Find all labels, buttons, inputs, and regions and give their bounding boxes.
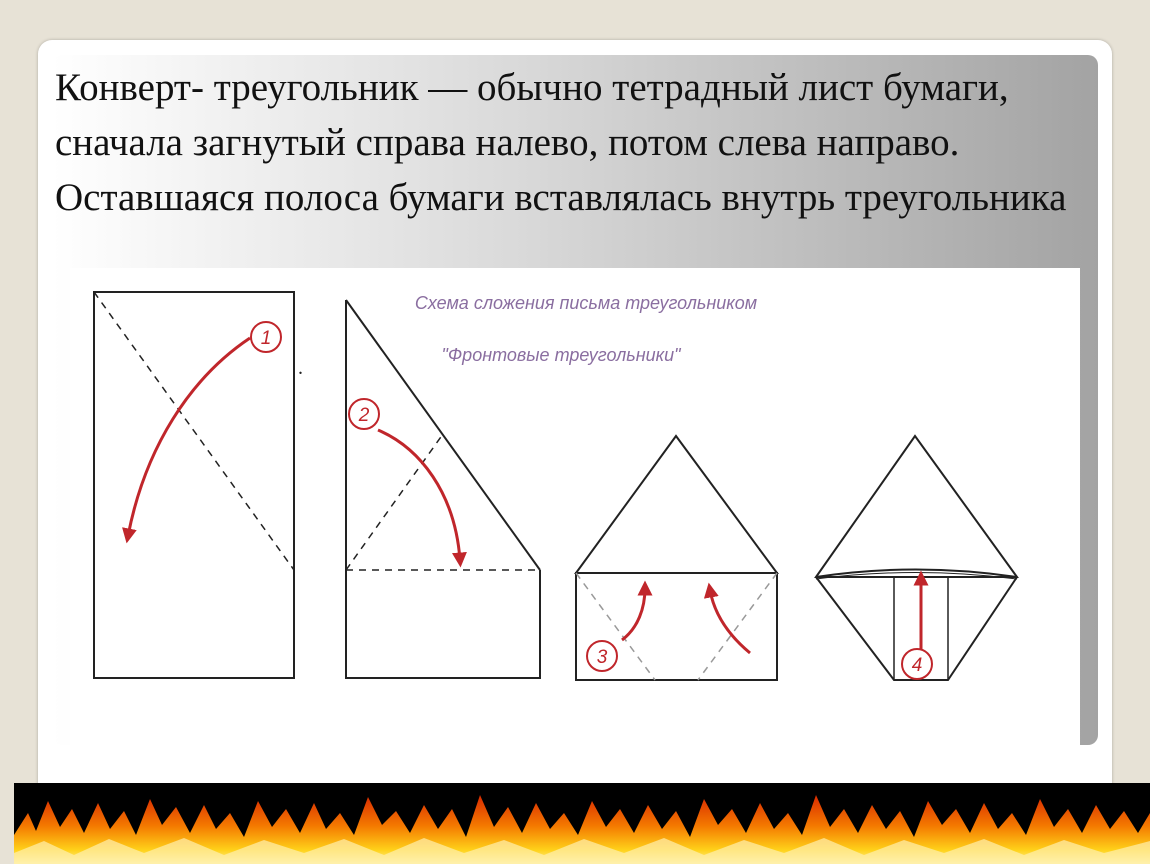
slide-text: Конверт- треугольник — обычно тетрадный лист бумаги, сначала загнутый справа налево, потом слева направо. Оставшаяся полоса бумаги вставлялась внутрь треугольника bbox=[55, 66, 1067, 219]
step-1-arrow bbox=[128, 338, 250, 536]
step-2-arrow bbox=[378, 430, 460, 560]
step-3-arrow-right bbox=[710, 590, 750, 653]
diagram-title: Схема сложения письма треугольником bbox=[414, 293, 758, 313]
folding-diagram bbox=[70, 268, 1080, 746]
fire-border bbox=[14, 783, 1150, 864]
flames-image bbox=[14, 783, 1150, 864]
diagram-subtitle: "Фронтовые треугольники" bbox=[441, 345, 681, 365]
stray-dot: . bbox=[298, 357, 303, 379]
step-4-number: 4 bbox=[911, 655, 923, 676]
step-1-number: 1 bbox=[260, 328, 272, 349]
step-3-arrow-left bbox=[622, 588, 645, 640]
step-2-number: 2 bbox=[358, 405, 370, 426]
step-4-figure bbox=[816, 436, 1017, 680]
step-3-number: 3 bbox=[596, 647, 608, 668]
